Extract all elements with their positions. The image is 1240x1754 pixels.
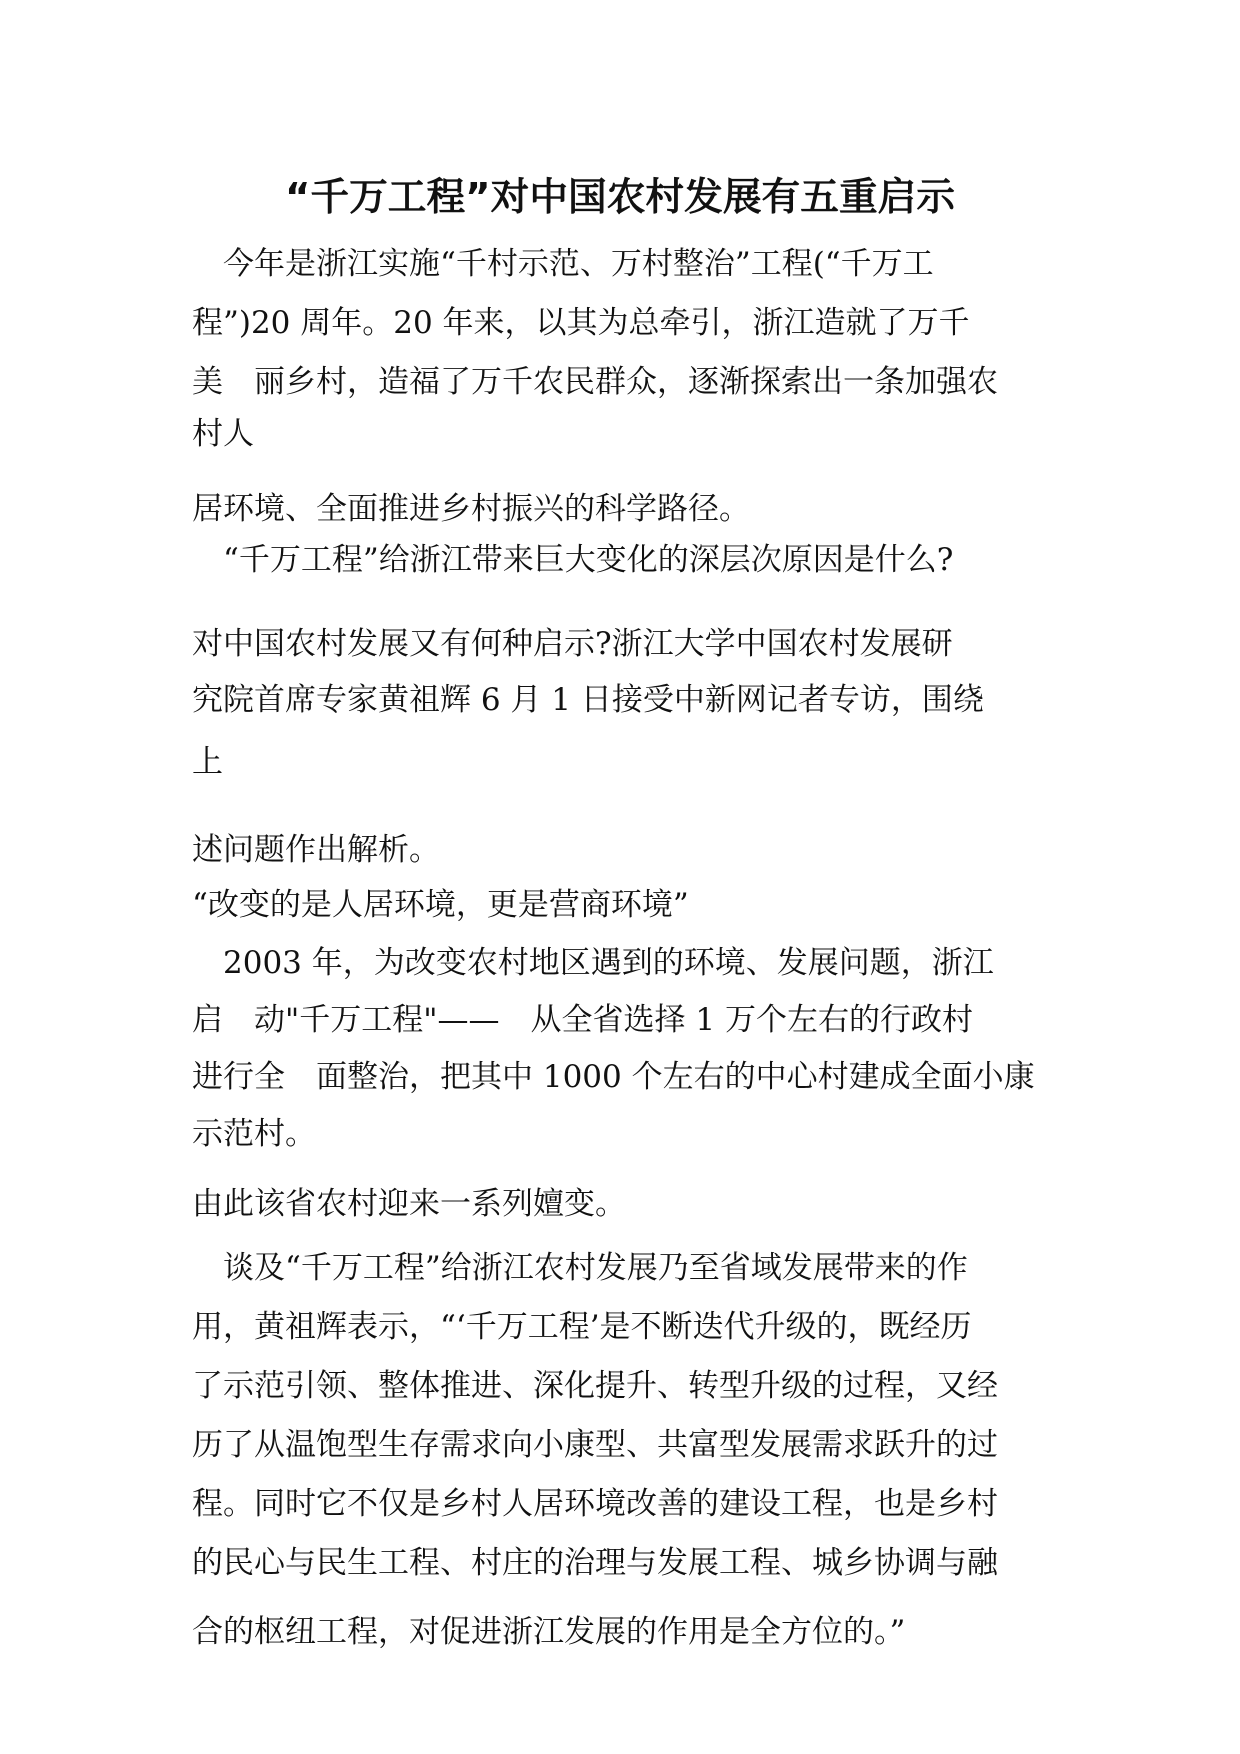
document-title: “千万工程”对中国农村发展有五重启示 [284,175,956,220]
text-line: 述问题作出解析。 [192,832,440,868]
text-line: 谈及“千万工程”给浙江农村发展乃至省域发展带来的作 [192,1250,968,1286]
text-line: “千万工程”给浙江带来巨大变化的深层次原因是什么? [192,542,954,578]
text-line: 居环境、全面推进乡村振兴的科学路径。 [192,491,750,527]
text-line: 村人 [192,416,254,452]
text-line: 美 丽乡村，造福了万千农民群众，逐渐探索出一条加强农 [192,364,998,400]
text-line: “改变的是人居环境，更是营商环境” [192,887,689,923]
text-line: 示范村。 [192,1116,316,1152]
text-line: 对中国农村发展又有何种启示?浙江大学中国农村发展研 [192,626,953,662]
text-line: 启 动"千万工程"—— 从全省选择 1 万个左右的行政村 [192,1002,973,1038]
text-line: 进行全 面整治，把其中 1000 个左右的中心村建成全面小康 [192,1059,1035,1095]
text-line: 上 [192,744,223,780]
text-line: 了示范引领、整体推进、深化提升、转型升级的过程，又经 [192,1368,998,1404]
text-line: 用，黄祖辉表示，“‘千万工程’是不断迭代升级的，既经历 [192,1309,972,1345]
text-line: 今年是浙江实施“千村示范、万村整治”工程(“千万工 [192,246,934,282]
text-line: 由此该省农村迎来一系列嬗变。 [192,1186,626,1222]
text-line: 历了从温饱型生存需求向小康型、共富型发展需求跃升的过 [192,1427,998,1463]
text-line: 究院首席专家黄祖辉 6 月 1 日接受中新网记者专访，围绕 [192,682,984,718]
text-line: 的民心与民生工程、村庄的治理与发展工程、城乡协调与融 [192,1545,998,1581]
text-line: 2003 年，为改变农村地区遇到的环境、发展问题，浙江 [192,945,994,981]
text-line: 程。同时它不仅是乡村人居环境改善的建设工程，也是乡村 [192,1486,998,1522]
text-line: 程”)20 周年。20 年来，以其为总牵引，浙江造就了万千 [192,305,970,341]
text-line: 合的枢纽工程，对促进浙江发展的作用是全方位的。” [192,1614,906,1650]
